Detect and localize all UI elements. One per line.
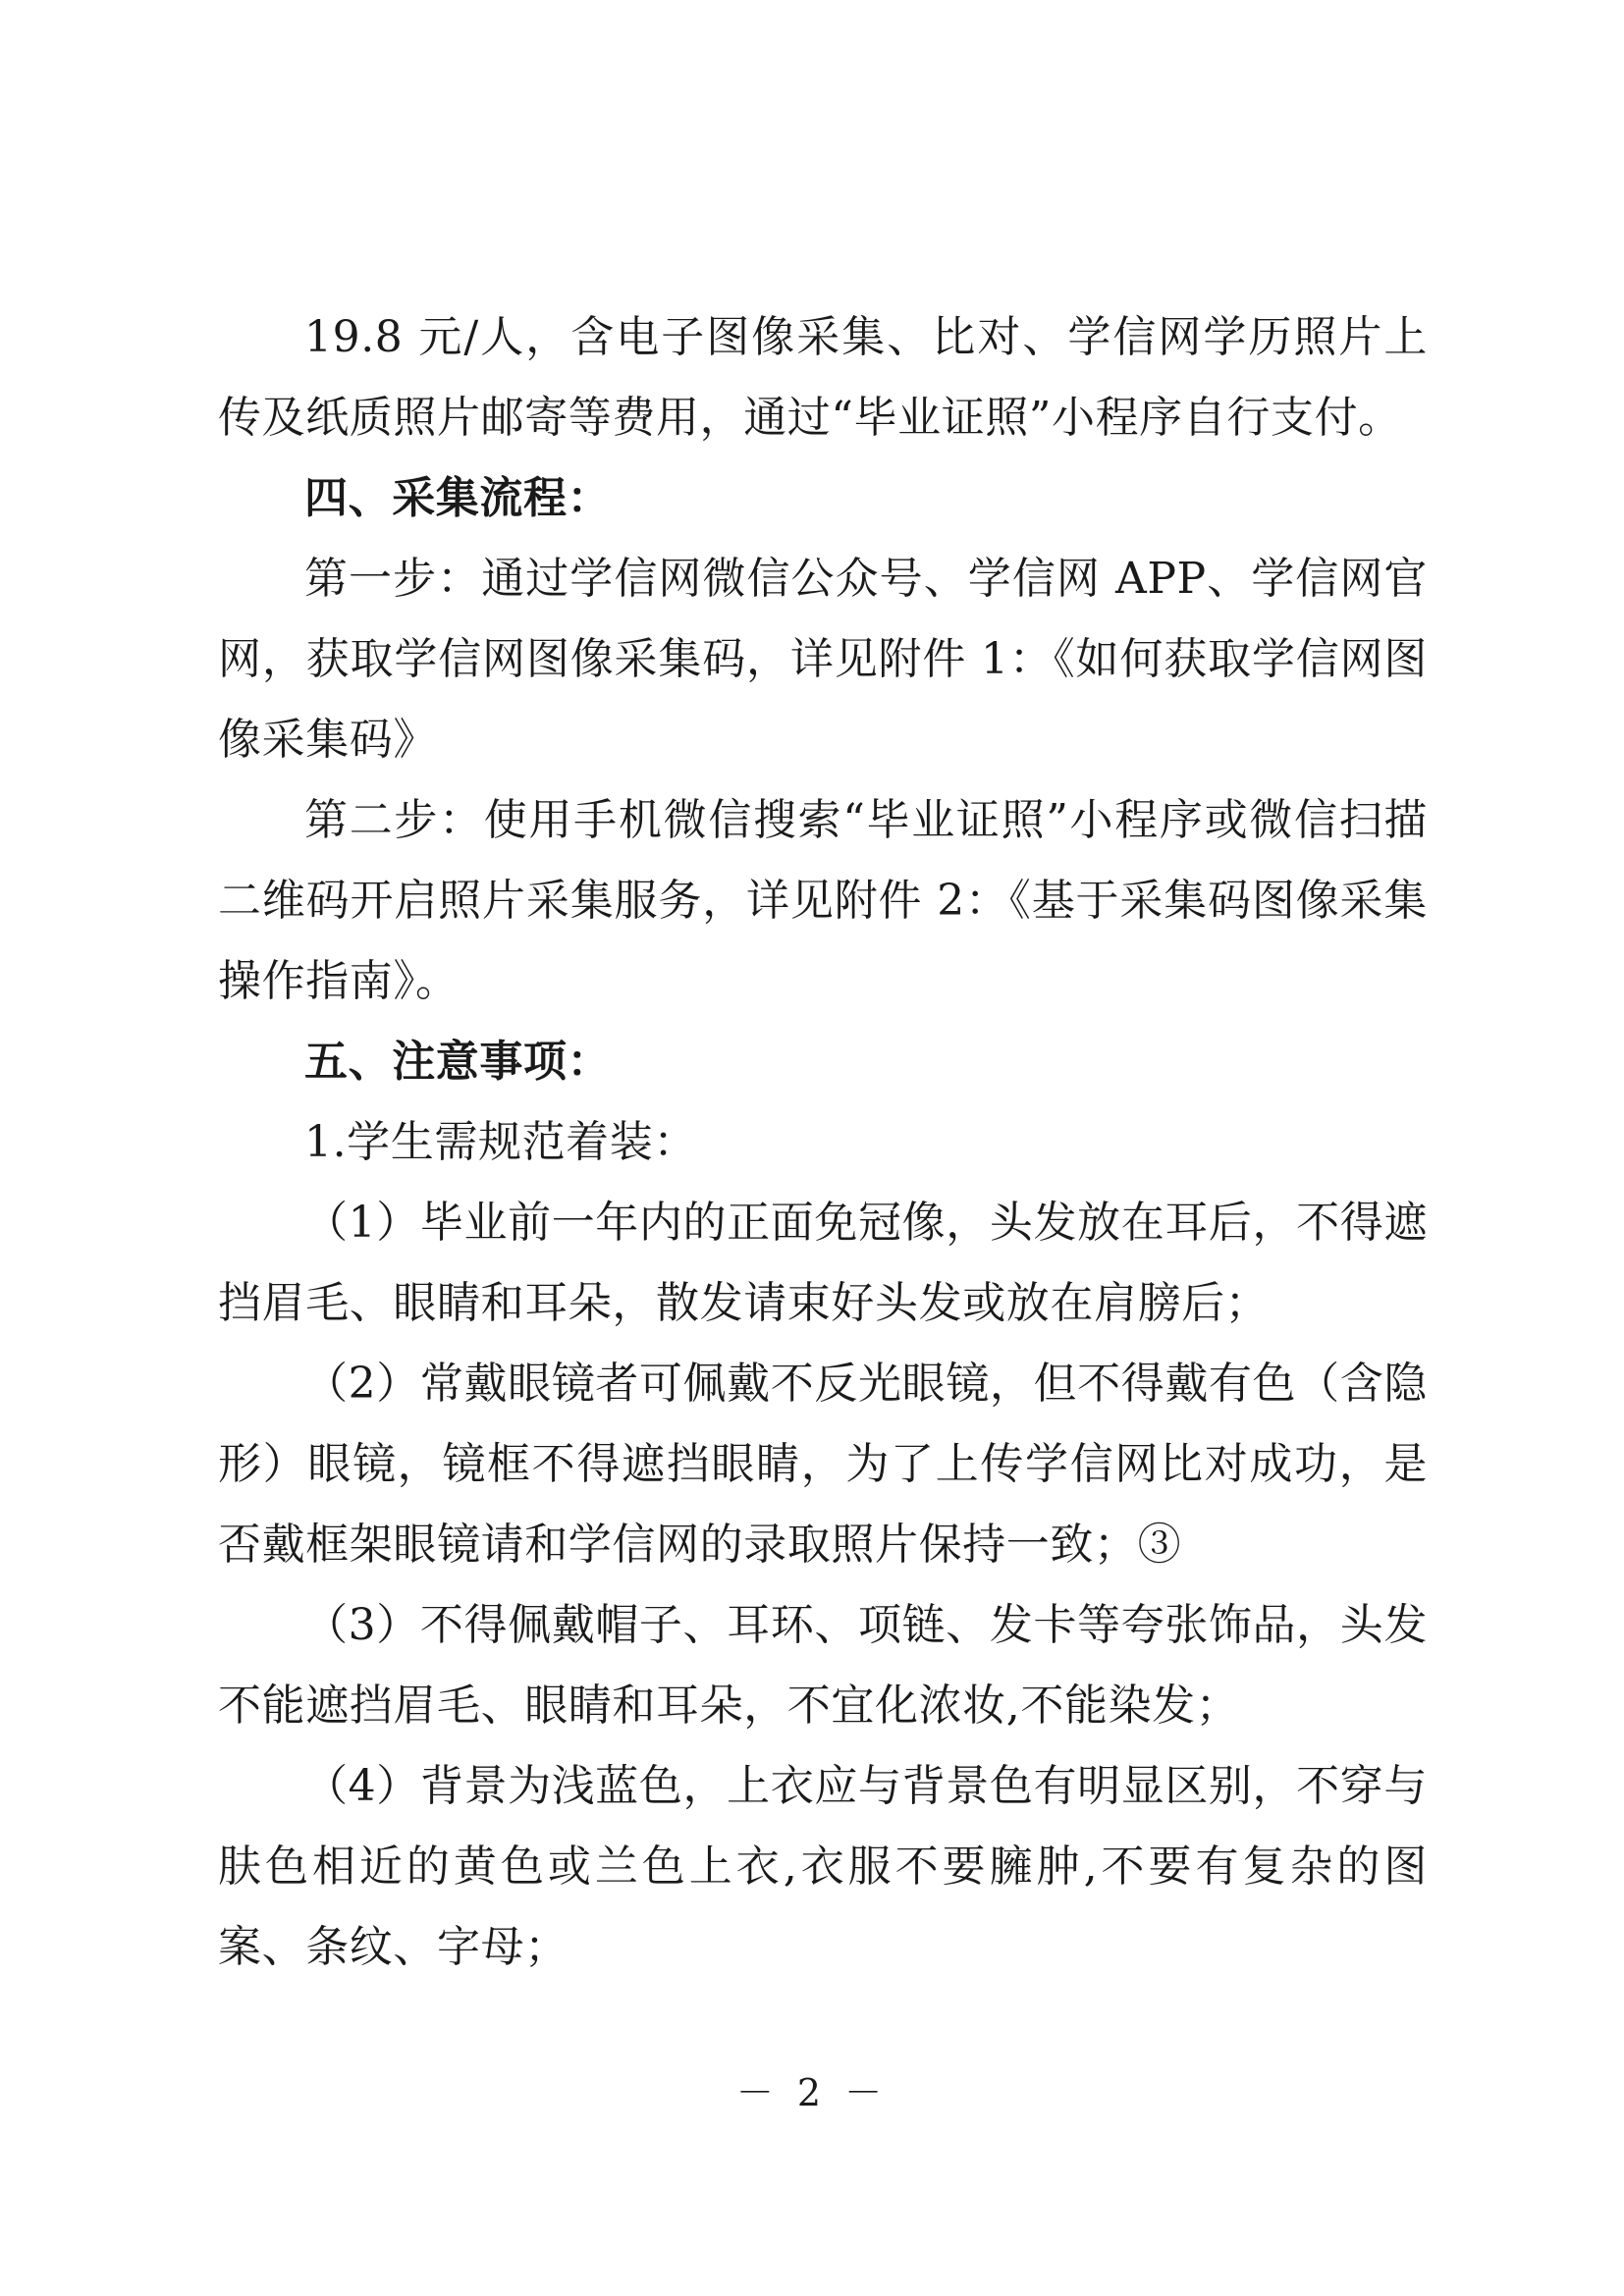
requirement-item-4: （4）背景为浅蓝色，上衣应与背景色有明显区别，不穿与肤色相近的黄色或兰色上衣,衣服不要臃肿,不要有复杂的图案、条纹、字母； (218, 1761, 1428, 1972)
dress-requirement-paragraph: 1.学生需规范着装： (304, 1117, 697, 1167)
section-heading-notes: 五、注意事项： (304, 1037, 612, 1087)
step-one-paragraph: 第一步：通过学信网微信公众号、学信网 APP、学信网官网，获取学信网图像采集码，详见附件 1：《如何获取学信网图像采集码》 (218, 554, 1428, 765)
requirement-item-3: （3）不得佩戴帽子、耳环、项链、发卡等夸张饰品，头发不能遮挡眉毛、眼睛和耳朵，不宜化浓妆,不能染发； (218, 1600, 1428, 1731)
fee-paragraph: 19.8 元/人，含电子图像采集、比对、学信网学历照片上传及纸质照片邮寄等费用，通过“毕业证照”小程序自行支付。 (218, 312, 1428, 443)
page-number: － 2 － (735, 2071, 889, 2114)
section-heading-collection-process: 四、采集流程： (304, 473, 612, 523)
requirement-item-2: （2）常戴眼镜者可佩戴不反光眼镜，但不得戴有色（含隐形）眼镜，镜框不得遮挡眼睛，为了上传学信网比对成功，是否戴框架眼镜请和学信网的录取照片保持一致；③ (218, 1359, 1428, 1570)
requirement-item-1: （1）毕业前一年内的正面免冠像，头发放在耳后，不得遮挡眉毛、眼睛和耳朵，散发请束好头发或放在肩膀后； (218, 1198, 1428, 1328)
document-body (218, 297, 1428, 1988)
step-two-paragraph: 第二步：使用手机微信搜索“毕业证照”小程序或微信扫描二维码开启照片采集服务，详见附件 2：《基于采集码图像采集操作指南》。 (218, 795, 1428, 1006)
